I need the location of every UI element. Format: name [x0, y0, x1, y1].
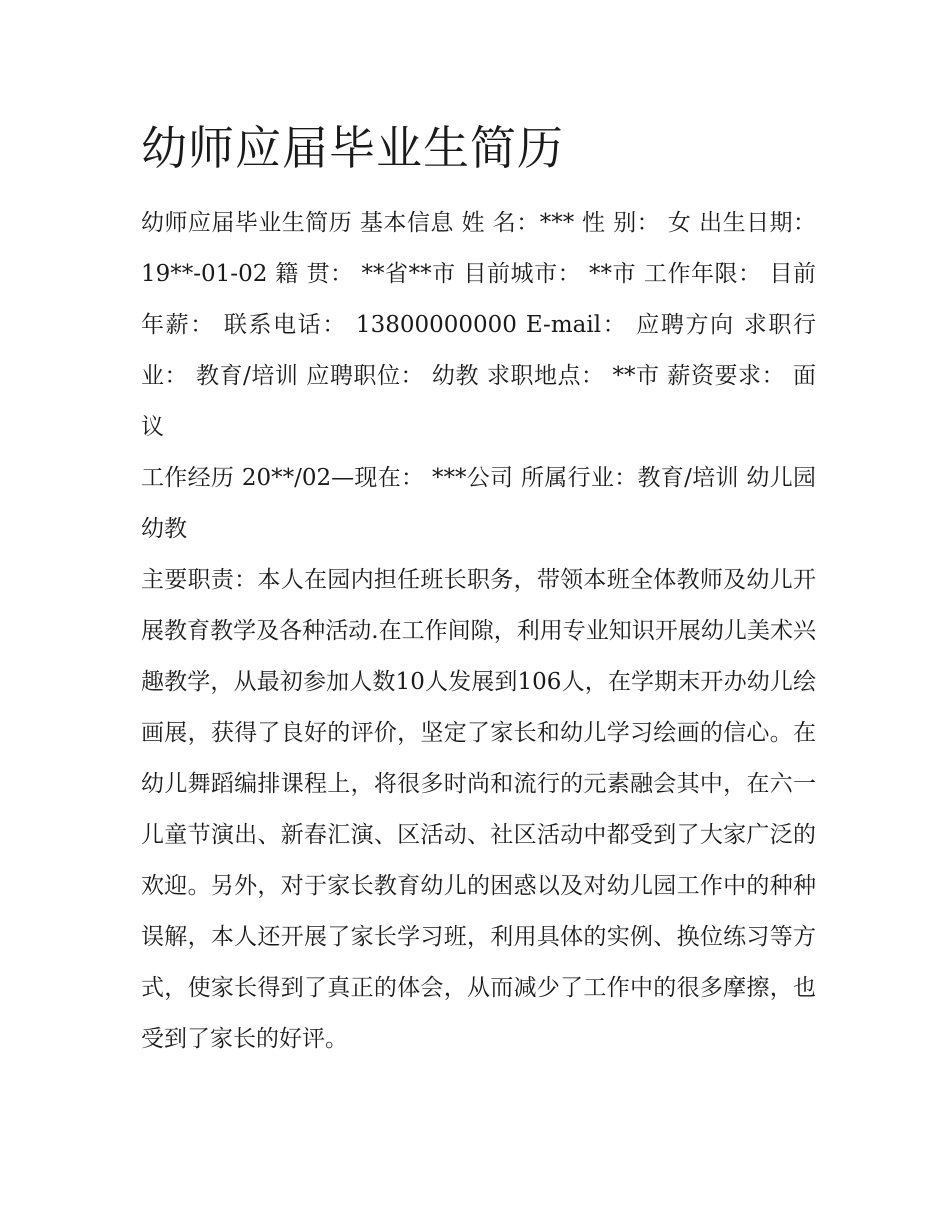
document-page [141, 118, 816, 1065]
paragraph-basic-info: 幼师应届毕业生简历 基本信息 姓 名：*** 性 别： 女 出生日期： 19**-01-02 籍 贯： **省**市 目前城市： **市 工作年限： 目前年薪： 联系电话： 13800000000 E-mail： 应聘方向 求职行业： 教育/培训 应聘职位： 幼教 求职地点： **市 薪资要求： 面议 [141, 210, 816, 440]
paragraph-main-duties: 主要职责：本人在园内担任班长职务，带领本班全体教师及幼儿开展教育教学及各种活动.在工作间隙，利用专业知识开展幼儿美术兴趣教学，从最初参加人数10人发展到106人，在学期末开办幼儿绘画展，获得了良好的评价，坚定了家长和幼儿学习绘画的信心。在幼儿舞蹈编排课程上，将很多时尚和流行的元素融会其中，在六一儿童节演出、新春汇演、区活动、社区活动中都受到了大家广泛的欢迎。另外，对于家长教育幼儿的困惑以及对幼儿园工作中的种种误解，本人还开展了家长学习班，利用具体的实例、换位练习等方式，使家长得到了真正的体会，从而减少了工作中的很多摩擦，也受到了家长的好评。 [141, 567, 816, 1052]
document-title: 幼师应届毕业生简历 [141, 121, 564, 175]
document-body [141, 198, 816, 1065]
paragraph-work-experience: 工作经历 20**/02—现在： ***公司 所属行业：教育/培训 幼儿园 幼教 [141, 465, 816, 542]
